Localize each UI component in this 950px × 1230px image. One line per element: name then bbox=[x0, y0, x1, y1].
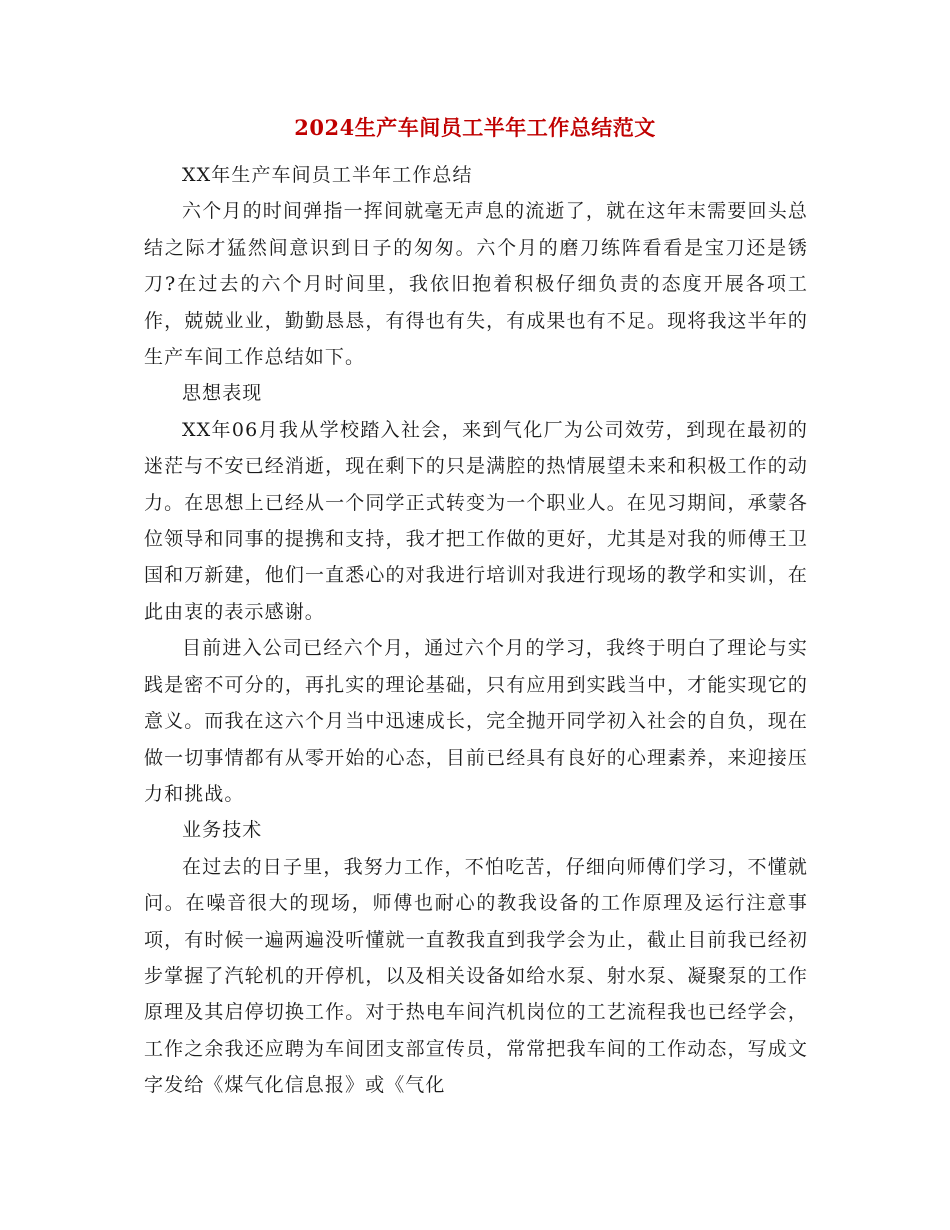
section-heading-skill: 业务技术 bbox=[182, 819, 263, 842]
section-heading-thought: 思想表现 bbox=[182, 382, 263, 405]
document-title: 2024生产车间员工半年工作总结范文 bbox=[294, 115, 656, 140]
intro-paragraph: 六个月的时间弹指一挥间就毫无声息的流逝了，就在这年末需要回头总结之际才猛然间意识到日子的匆匆。六个月的磨刀练阵看看是宝刀还是锈刀?在过去的六个月时间里，我依旧抱着积极仔细负责的态度开展各项工作，兢兢业业，勤勤恳恳，有得也有失，有成果也有不足。现将我这半年的生产车间工作总结如下。 bbox=[144, 200, 808, 369]
thought-paragraph-1: XX年06月我从学校踏入社会，来到气化厂为公司效劳，到现在最初的迷茫与不安已经消逝，现在剩下的只是满腔的热情展望未来和积极工作的动力。在思想上已经从一个同学正式转变为一个职业人。在见习期间，承蒙各位领导和同事的提携和支持，我才把工作做的更好，尤其是对我的师傅王卫国和万新建，他们一直悉心的对我进行培训对我进行现场的教学和实训，在此由衷的表示感谢。 bbox=[144, 418, 808, 623]
thought-paragraph-2: 目前进入公司已经六个月，通过六个月的学习，我终于明白了理论与实践是密不可分的，再扎实的理论基础，只有应用到实践当中，才能实现它的意义。而我在这六个月当中迅速成长，完全抛开同学初入社会的自负，现在做一切事情都有从零开始的心态，目前已经具有良好的心理素养，来迎接压力和挑战。 bbox=[144, 637, 808, 805]
skill-paragraph: 在过去的日子里，我努力工作，不怕吃苦，仔细向师傅们学习，不懂就问。在噪音很大的现场，师傅也耐心的教我设备的工作原理及运行注意事项，有时候一遍两遍没听懂就一直教我直到我学会为止，截止目前我已经初步掌握了汽轮机的开停机，以及相关设备如给水泵、射水泵、凝聚泵的工作原理及其启停切换工作。对于热电车间汽机岗位的工艺流程我也已经学会，工作之余我还应聘为车间团支部宣传员，常常把我车间的工作动态，写成文字发给《煤气化信息报》或《气化 bbox=[144, 855, 808, 1097]
subtitle-paragraph: XX年生产车间员工半年工作总结 bbox=[182, 164, 473, 186]
document-body bbox=[144, 157, 808, 1104]
